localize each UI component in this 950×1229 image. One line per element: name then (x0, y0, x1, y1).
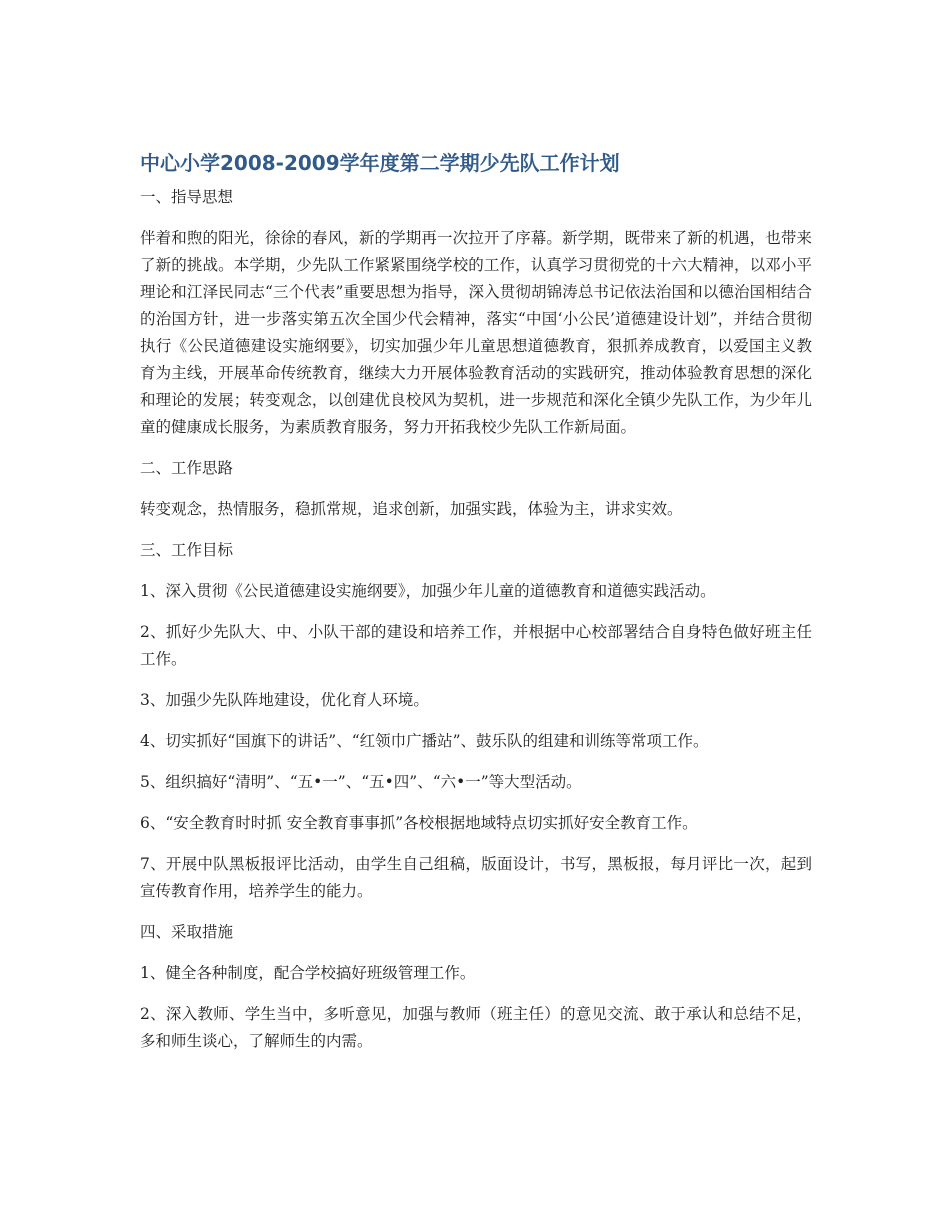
list-item: 3、加强少先队阵地建设，优化育人环境。 (140, 691, 429, 709)
list-item: 1、健全各种制度，配合学校搞好班级管理工作。 (140, 964, 476, 982)
document-title: 中心小学2008-2009学年度第二学期少先队工作计划 (140, 151, 620, 175)
list-item: 2、抓好少先队大、中、小队干部的建设和培养工作，并根据中心校部署结合自身特色做好班主任工作。 (140, 623, 812, 668)
section-heading: 一、指导思想 (140, 188, 234, 206)
section-heading: 二、工作思路 (140, 459, 234, 477)
document-body (140, 148, 812, 1069)
section-work-approach (140, 455, 812, 523)
list-item: 1、深入贯彻《公民道德建设实施纲要》，加强少年儿童的道德教育和道德实践活动。 (140, 582, 716, 600)
paragraph: 伴着和煦的阳光，徐徐的春风，新的学期再一次拉开了序幕。新学期，既带来了新的机遇，也带来了新的挑战。本学期，少先队工作紧紧围绕学校的工作，认真学习贯彻党的十六大精神，以邓小平理论和江泽民同志“三个代表”重要思想为指导，深入贯彻胡锦涛总书记依法治国和以德治国相结合的治国方针，进一步落实第五次全国少代会精神，落实“中国‘小公民’道德建设计划”，并结合贯彻执行《公民道德建设实施纲要》，切实加强少年儿童思想道德教育，狠抓养成教育，以爱国主义教育为主线，开展革命传统教育，继续大力开展体验教育活动的实践研究，推动体验教育思想的深化和理论的发展；转变观念，以创建优良校风为契机，进一步规范和深化全镇少先队工作，为少年儿童的健康成长服务，为素质教育服务，努力开拓我校少先队工作新局面。 (140, 229, 812, 436)
section-heading: 四、采取措施 (140, 923, 234, 941)
list-item: 6、“安全教育时时抓 安全教育事事抓”各校根据地域特点切实抓好安全教育工作。 (140, 814, 698, 832)
list-item: 5、组织搞好“清明”、“五•一”、“五•四”、“六•一”等大型活动。 (140, 773, 582, 791)
list-item: 7、开展中队黑板报评比活动，由学生自己组稿，版面设计，书写，黑板报，每月评比一次，起到宣传教育作用，培养学生的能力。 (140, 855, 812, 900)
list-item: 2、深入教师、学生当中，多听意见，加强与教师（班主任）的意见交流、敢于承认和总结不足，多和师生谈心，了解师生的内需。 (140, 1005, 812, 1050)
list-item: 4、切实抓好“国旗下的讲话”、“红领巾广播站”、鼓乐队的组建和训练等常项工作。 (140, 732, 709, 750)
section-work-goals (140, 537, 812, 905)
section-guiding-ideology (140, 184, 812, 441)
section-measures (140, 919, 812, 1055)
section-heading: 三、工作目标 (140, 541, 234, 559)
paragraph: 转变观念，热情服务，稳抓常规，追求创新，加强实践，体验为主，讲求实效。 (140, 500, 683, 518)
